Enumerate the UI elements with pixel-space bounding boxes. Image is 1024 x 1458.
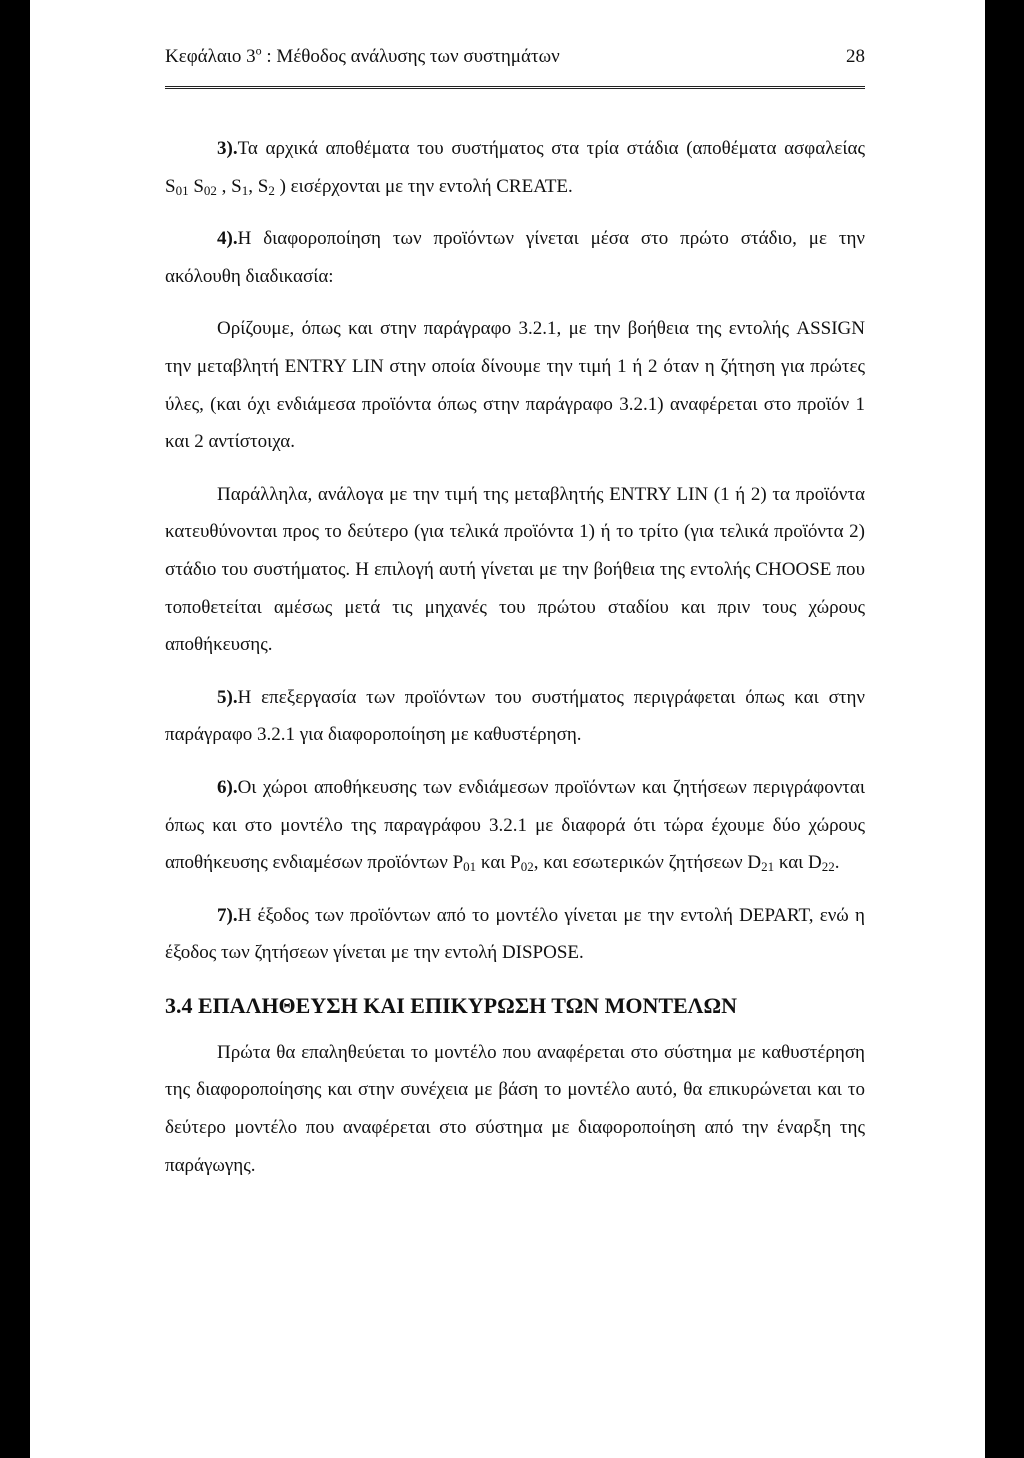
document-page [30, 0, 985, 1458]
header-rule [165, 86, 865, 91]
page-number: 28 [846, 46, 865, 67]
chapter-title: Κεφάλαιο $3^o$ : Μέθοδος ανάλυσης των συστημάτων [165, 43, 560, 67]
page-body [165, 130, 865, 1184]
page-header [165, 43, 865, 68]
paragraph-6: 6).Οι χώροι αποθήκευσης των ενδιάμεσων προϊόντων και ζητήσεων περιγράφονται όπως και στο μοντέλο της παραγράφου 3.2.1 με διαφορά ότι τώρα έχουμε δύο χώρους αποθήκευσης ενδιαμέσων προϊόντων $P_{01}$ και $P_{02}$, και εσωτερικών ζητήσεων $D_{21}$ και $D_{22}$. [165, 776, 865, 875]
paragraph-4: 4).Η διαφοροποίηση των προϊόντων γίνεται μέσα στο πρώτο στάδιο, με την ακόλουθη διαδικασία: [165, 228, 865, 287]
paragraph-final: Πρώτα θα επαληθεύεται το μοντέλο που αναφέρεται στο σύστημα με καθυστέρηση της διαφοροποίησης και στην συνέχεια με βάση το μοντέλο αυτό, θα επικυρώνεται και το δεύτερο μοντέλο που αναφέρεται στο σύστημα με διαφοροποίηση από την έναρξη της παράγωγης. [165, 1041, 865, 1176]
paragraph-7: 7).Η έξοδος των προϊόντων από το μοντέλο γίνεται με την εντολή DEPART, ενώ η έξοδος των ζητήσεων γίνεται με την εντολή DISPOSE. [165, 904, 865, 964]
paragraph-define: Ορίζουμε, όπως και στην παράγραφο 3.2.1, με την βοήθεια της εντολής ASSIGN την μεταβλητή ENTRY LIN στην οποία δίνουμε την τιμή 1 ή 2 όταν η ζήτηση για πρώτες ύλες, (και όχι ενδιάμεσα προϊόντα όπως στην παράγραφο 3.2.1) αναφέρεται στο προϊόν 1 και 2 αντίστοιχα. [165, 318, 865, 453]
paragraph-5: 5).Η επεξεργασία των προϊόντων του συστήματος περιγράφεται όπως και στην παράγραφο 3.2.1 για διαφοροποίηση με καθυστέρηση. [165, 686, 865, 746]
paragraph-3: 3).Τα αρχικά αποθέματα του συστήματος στα τρία στάδια (αποθέματα ασφαλείας $S_{01}$ $S_{02}$ , $S_1$, $S_2$ ) εισέρχονται με την εντολή CREATE. [165, 138, 865, 198]
paragraph-parallel: Παράλληλα, ανάλογα με την τιμή της μεταβλητής ENTRY LIN (1 ή 2) τα προϊόντα κατευθύνονται προς το δεύτερο (για τελικά προϊόντα 1) ή το τρίτο (για τελικά προϊόντα 2) στάδιο του συστήματος. Η επιλογή αυτή γίνεται με την βοήθεια της εντολής CHOOSE που τοποθετείται αμέσως μετά τις μηχανές του πρώτου σταδίου και πριν τους χώρους αποθήκευσης. [165, 483, 865, 656]
section-heading: 3.4 ΕΠΑΛΗΘΕΥΣΗ ΚΑΙ ΕΠΙΚΥΡΩΣΗ ΤΩΝ ΜΟΝΤΕΛΩΝ [165, 992, 737, 1018]
